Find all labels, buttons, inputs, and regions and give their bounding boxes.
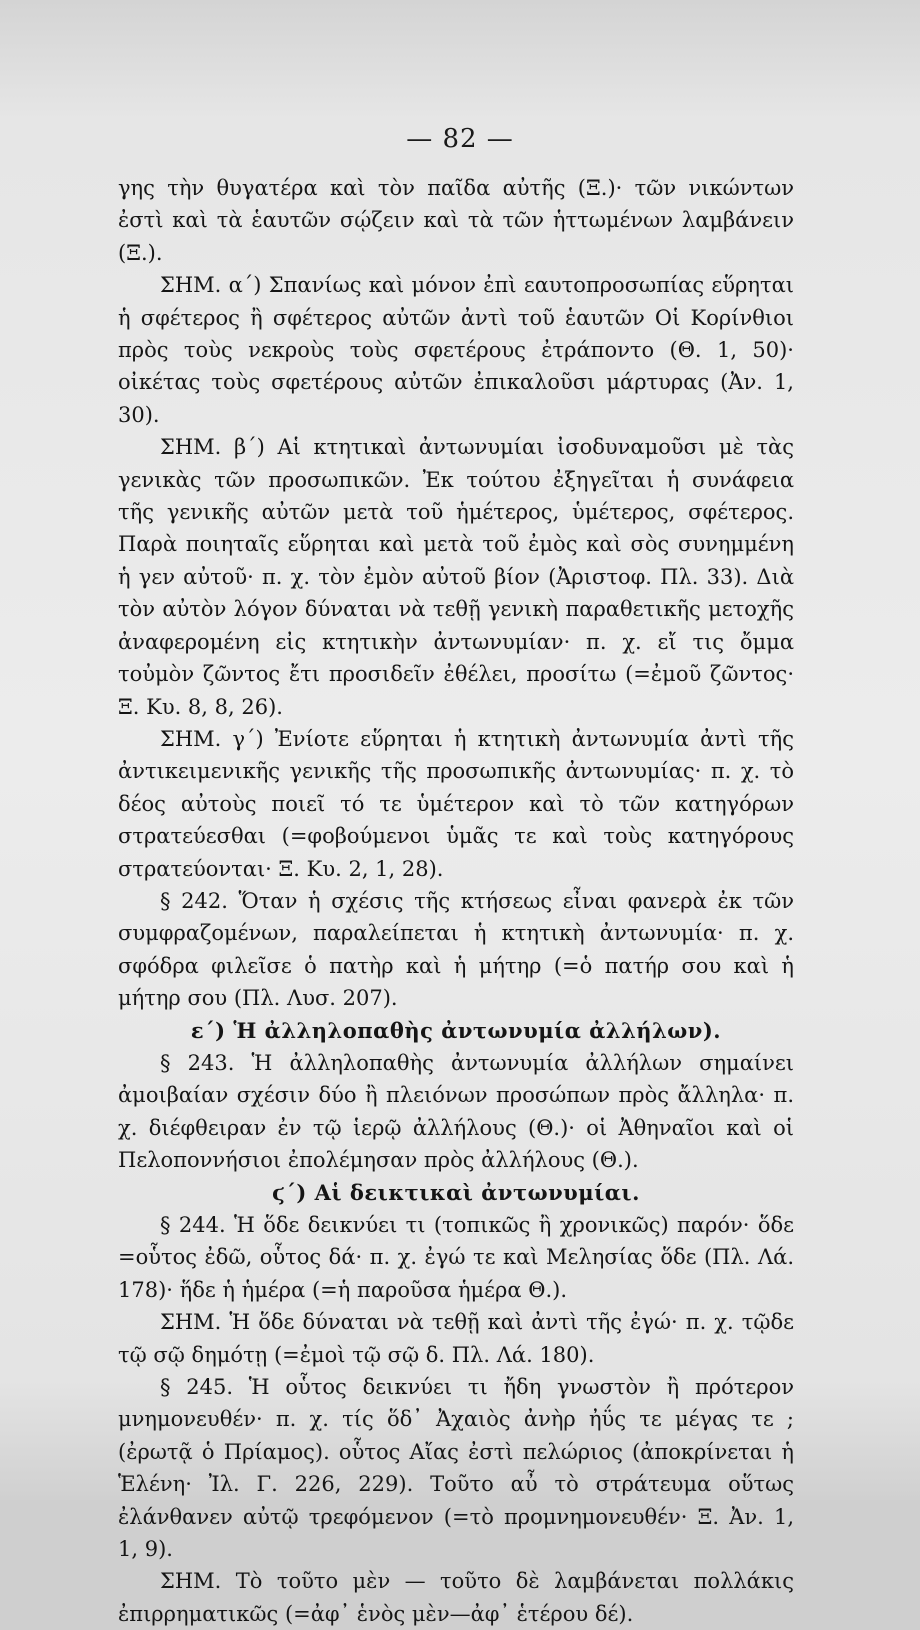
note-beta: ΣΗΜ. β΄) Αἱ κτητικαὶ ἀντωνυμίαι ἰσοδυναμοῦσι μὲ τὰς γενικὰς τῶν προσωπικῶν. Ἐκ τούτου ἐξηγεῖται ἡ συνάφεια τῆς γενικῆς αὐτῶν μετὰ τοῦ ἡμέτερος, ὑμέτερος, σφέτερος. Παρὰ ποιηταῖς εὕρηται καὶ μετὰ τοῦ ἐμὸς καὶ σὸς συνημμένη ἡ γεν αὐτοῦ· π. χ. τὸν ἐμὸν αὐτοῦ βίον (Ἀριστοφ. Πλ. 33). Διὰ τὸν αὐτὸν λόγον δύναται νὰ τεθῇ γενικὴ παραθετικῆς μετοχῆς ἀναφερομένη εἰς κτητικὴν ἀντωνυμίαν· π. χ. εἴ τις ὄμμα τοὐμὸν ζῶντος ἔτι προσιδεῖν ἐθέλει, προσίτω (=ἐμοῦ ζῶντος· Ξ. Κυ. 8, 8, 26). (118, 435, 794, 719)
note-245: ΣΗΜ. Τὸ τοῦτο μὲν — τοῦτο δὲ λαμβάνεται πολλάκις ἐπιρρηματικῶς (=ἀφ᾽ ἑνὸς μὲν—ἀφ᾽ ἑτέρου δέ). (118, 1569, 794, 1626)
heading-demonstrative-pronouns: ϛ΄) Αἱ δεικτικαὶ ἀντωνυμίαι. (272, 1179, 640, 1205)
section-243: § 243. Ἡ ἀλληλοπαθὴς ἀντωνυμία ἀλλήλων σημαίνει ἀμοιβαίαν σχέσιν δύο ἢ πλειόνων προσώπων πρὸς ἄλληλα· π. χ. διέφθειραν ἐν τῷ ἱερῷ ἀλλήλους (Θ.)· οἱ Ἀθηναῖοι καὶ οἱ Πελοποννήσιοι ἐπολέμησαν πρὸς ἀλλήλους (Θ.). (118, 1050, 794, 1173)
note-gamma: ΣΗΜ. γ΄) Ἐνίοτε εὕρηται ἡ κτητικὴ ἀντωνυμία ἀντὶ τῆς ἀντικειμενικῆς γενικῆς τῆς προσωπικῆς ἀντωνυμίας· π. χ. τὸ δέος αὐτοὺς ποιεῖ τό τε ὑμέτερον καὶ τὸ τῶν κατηγόρων στρατεύεσθαι (=φοβούμενοι ὑμᾶς τε καὶ τοὺς κατηγόρους στρατεύονται· Ξ. Κυ. 2, 1, 28). (118, 726, 794, 881)
section-242: § 242. Ὅταν ἡ σχέσις τῆς κτήσεως εἶναι φανερὰ ἐκ τῶν συμφραζομένων, παραλείπεται ἡ κτητικὴ ἀντωνυμία· π. χ. σφόδρα φιλεῖσε ὁ πατὴρ καὶ ἡ μήτηρ (=ὁ πατήρ σου καὶ ἡ μήτηρ σου (Πλ. Λυσ. 207). (118, 888, 794, 1011)
paragraph-continuation: γης τὴν θυγατέρα καὶ τὸν παῖδα αὐτῆς (Ξ.)· τῶν νικώντων ἐστὶ καὶ τὰ ἑαυτῶν σῴζειν καὶ τὰ τῶν ἡττωμένων λαμβάνειν (Ξ.). (118, 176, 794, 265)
section-244: § 244. Ἡ ὅδε δεικνύει τι (τοπικῶς ἢ χρονικῶς) παρόν· ὅδε =οὗτος ἐδῶ, οὗτος δά· π. χ. ἐγώ τε καὶ Μελησίας ὅδε (Πλ. Λά. 178)· ἥδε ἡ ἡμέρα (=ἡ παροῦσα ἡμέρα Θ.). (118, 1213, 794, 1302)
note-244: ΣΗΜ. Ἡ ὅδε δύναται νὰ τεθῇ καὶ ἀντὶ τῆς ἐγώ· π. χ. τῷδε τῷ σῷ δημότῃ (=ἐμοὶ τῷ σῷ δ. Πλ. Λά. 180). (118, 1310, 794, 1367)
page-number: — 82 — (406, 124, 514, 154)
section-245: § 245. Ἡ οὗτος δεικνύει τι ἤδη γνωστὸν ἢ πρότερον μνημονευθέν· π. χ. τίς ὅδ᾽ Ἀχαιὸς ἀνὴρ ἠΰς τε μέγας τε ; (ἐρωτᾷ ὁ Πρίαμος). οὗτος Αἴας ἐστὶ πελώριος (ἀποκρίνεται ἡ Ἑλένη· Ἰλ. Γ. 226, 229). Τοῦτο αὖ τὸ στράτευμα οὕτως ἐλάνθανεν αὐτῷ τρεφόμενον (=τὸ προμνημονευθέν· Ξ. Ἀν. 1, 1, 9). (118, 1375, 794, 1562)
heading-reciprocal-pronoun: ε΄) Ἡ ἀλληλοπαθὴς ἀντωνυμία ἀλλήλων). (190, 1017, 722, 1043)
page-text (118, 172, 794, 1630)
note-alpha: ΣΗΜ. α΄) Σπανίως καὶ μόνον ἐπὶ εαυτοπροσωπίας εὕρηται ἡ σφέτερος ἢ σφέτερος αὐτῶν ἀντὶ τοῦ ἑαυτῶν Οἱ Κορίνθιοι πρὸς τοὺς νεκροὺς τοὺς σφετέρους ἐτράποντο (Θ. 1, 50)· οἰκέτας τοὺς σφετέρους αὐτῶν ἐπικαλοῦσι μάρτυρας (Ἀν. 1, 30). (118, 273, 794, 427)
